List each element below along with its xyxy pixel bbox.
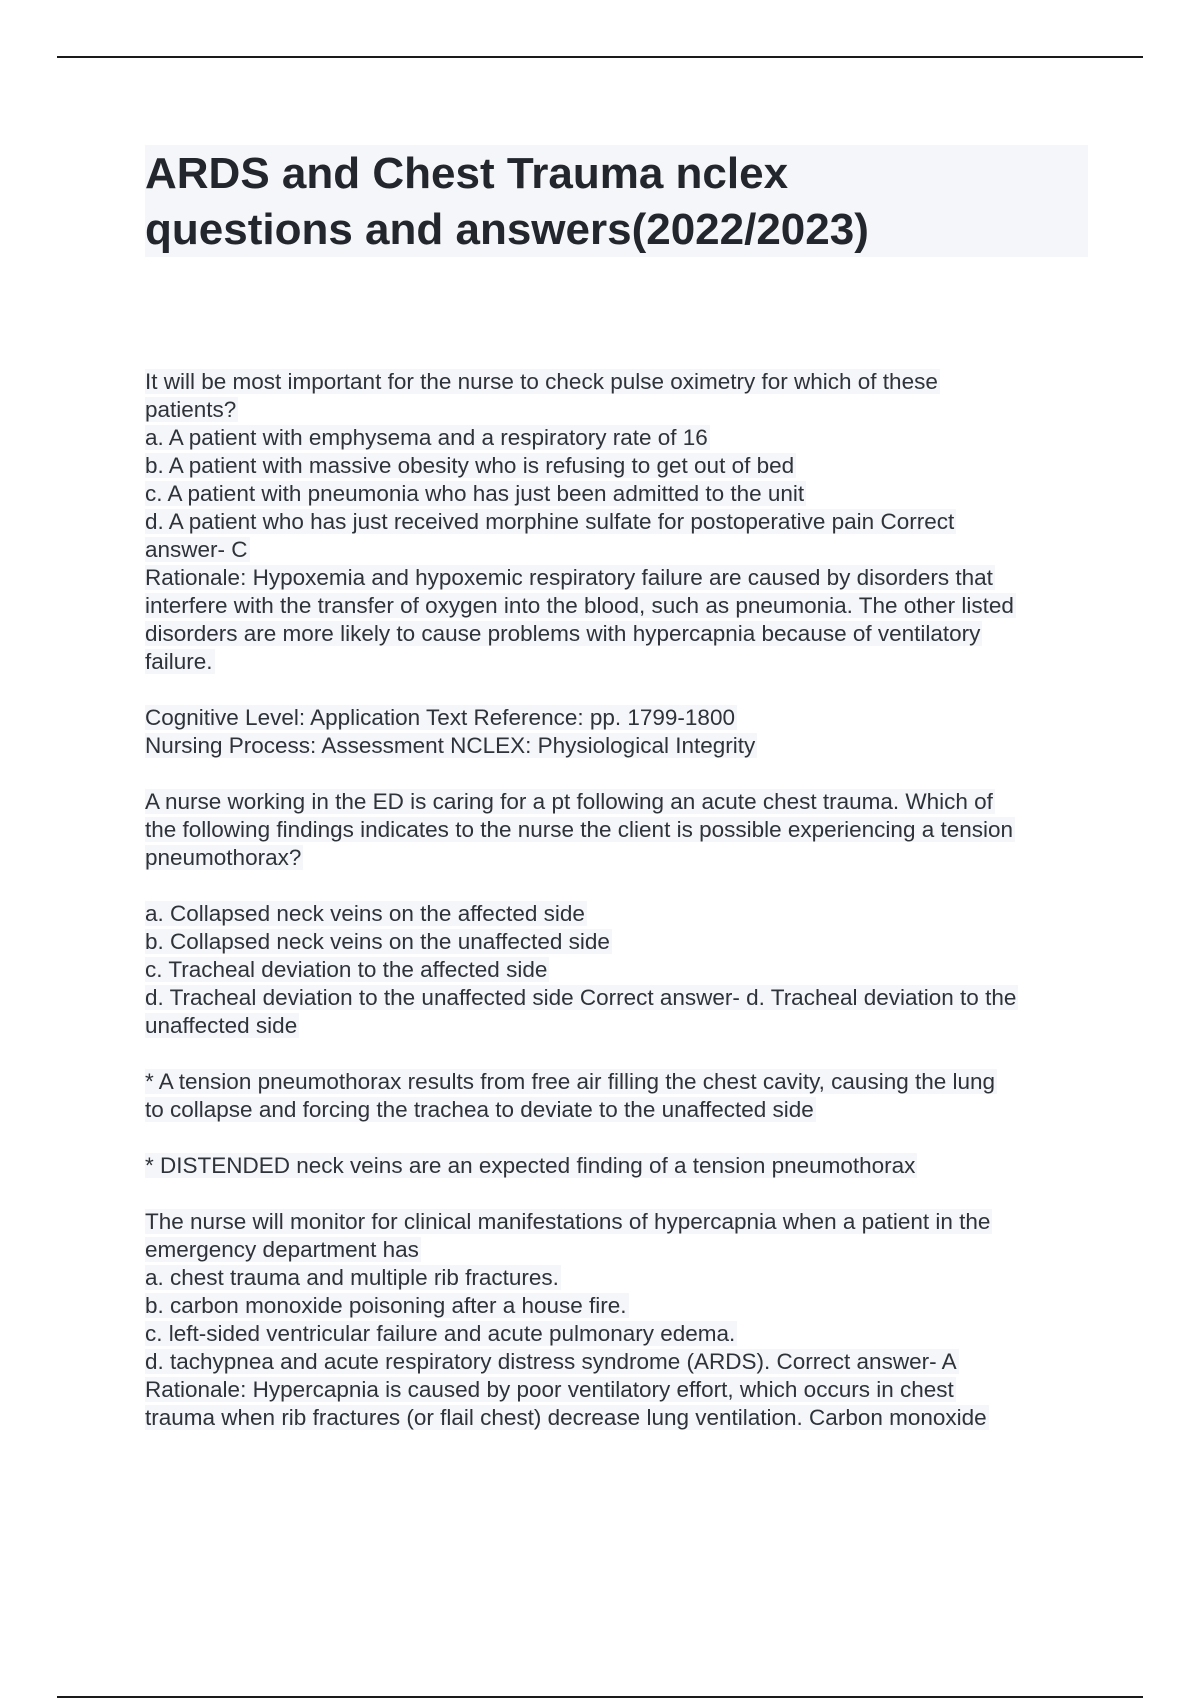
q1-option-c: c. A patient with pneumonia who has just been admitted to the unit — [145, 481, 805, 506]
q2-option-b: b. Collapsed neck veins on the unaffected side — [145, 929, 610, 954]
q1-answer: answer- C — [145, 537, 248, 562]
q2-stem: pneumothorax? — [145, 845, 302, 870]
q3-option-a: a. chest trauma and multiple rib fractures. — [145, 1265, 559, 1290]
q2-note-2: * DISTENDED neck veins are an expected finding of a tension pneumothorax — [145, 1153, 916, 1178]
q2-option-a: a. Collapsed neck veins on the affected side — [145, 901, 585, 926]
q1-line: It will be most important for the nurse to check pulse oximetry for which of these — [145, 369, 938, 394]
q1-option-b: b. A patient with massive obesity who is refusing to get out of bed — [145, 453, 795, 478]
q2-stem: A nurse working in the ED is caring for a pt following an acute chest trauma. Which of — [145, 789, 993, 814]
q2-option-d: d. Tracheal deviation to the unaffected side Correct answer- d. Tracheal deviation to the — [145, 985, 1017, 1010]
q3-option-b: b. carbon monoxide poisoning after a house fire. — [145, 1293, 627, 1318]
q1-rationale: interfere with the transfer of oxygen into the blood, such as pneumonia. The other listed — [145, 593, 1014, 618]
q1-option-d: d. A patient who has just received morphine sulfate for postoperative pain Correct — [145, 509, 955, 534]
document-body — [145, 368, 1085, 1432]
q1-meta-cognitive: Cognitive Level: Application Text Reference: pp. 1799-1800 — [145, 705, 735, 730]
q1-meta-process: Nursing Process: Assessment NCLEX: Physiological Integrity — [145, 733, 756, 758]
q3-stem: The nurse will monitor for clinical manifestations of hypercapnia when a patient in the — [145, 1209, 991, 1234]
bottom-rule — [57, 1696, 1143, 1698]
q3-option-d: d. tachypnea and acute respiratory distress syndrome (ARDS). Correct answer- A — [145, 1349, 957, 1374]
q1-option-a: a. A patient with emphysema and a respiratory rate of 16 — [145, 425, 708, 450]
q2-answer: unaffected side — [145, 1013, 298, 1038]
q2-note-1: * A tension pneumothorax results from free air filling the chest cavity, causing the lung — [145, 1069, 996, 1094]
document-title-line-2: questions and answers(2022/2023) — [145, 205, 869, 254]
q1-line: patients? — [145, 397, 237, 422]
document-title-line-1: ARDS and Chest Trauma nclex — [145, 149, 789, 198]
q1-rationale: disorders are more likely to cause problems with hypercapnia because of ventilatory — [145, 621, 981, 646]
q3-option-c: c. left-sided ventricular failure and acute pulmonary edema. — [145, 1321, 736, 1346]
q2-stem: the following findings indicates to the nurse the client is possible experiencing a tension — [145, 817, 1014, 842]
q1-rationale: Rationale: Hypoxemia and hypoxemic respiratory failure are caused by disorders that — [145, 565, 993, 590]
q3-stem: emergency department has — [145, 1237, 419, 1262]
q2-option-c: c. Tracheal deviation to the affected side — [145, 957, 548, 982]
q3-rationale: trauma when rib fractures (or flail chest) decrease lung ventilation. Carbon monoxide — [145, 1405, 987, 1430]
q1-rationale: failure. — [145, 649, 213, 674]
top-rule — [57, 56, 1143, 58]
q3-rationale: Rationale: Hypercapnia is caused by poor ventilatory effort, which occurs in chest — [145, 1377, 954, 1402]
q2-note-1: to collapse and forcing the trachea to deviate to the unaffected side — [145, 1097, 814, 1122]
